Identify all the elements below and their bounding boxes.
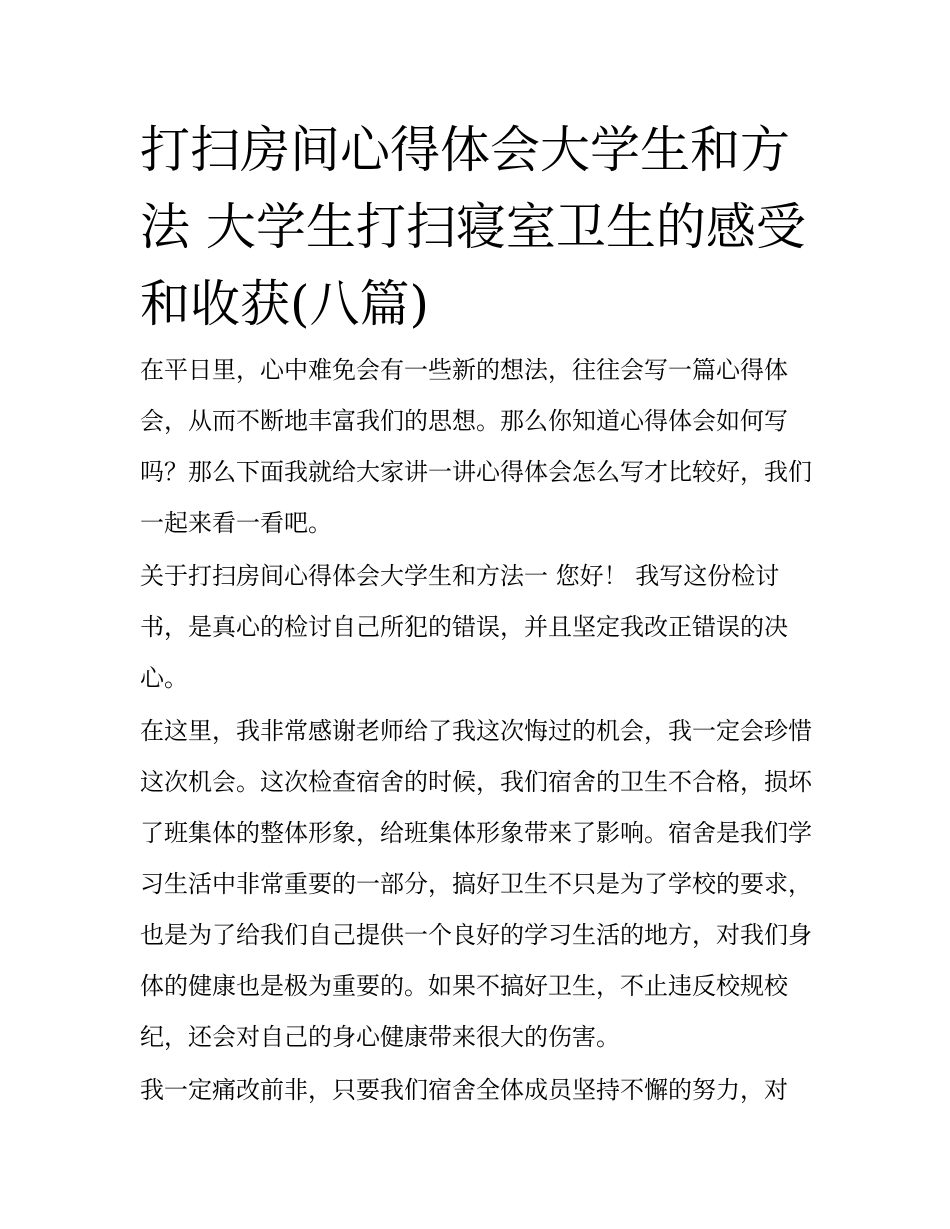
paragraph-promise: 我一定痛改前非，只要我们宿舍全体成员坚持不懈的努力，对 (140, 1076, 788, 1104)
document-page (140, 112, 812, 1116)
document-title: 打扫房间心得体会大学生和方法 大学生打扫寝室卫生的感受和收获(八篇) (140, 121, 806, 333)
paragraph-greeting: 关于打扫房间心得体会大学生和方法一 您好！ 我写这份检讨书，是真心的检讨自己所犯的错误，并且坚定我改正错误的决心。 (140, 562, 788, 692)
paragraph-apology: 在这里，我非常感谢老师给了我这次悔过的机会，我一定会珍惜这次机会。这次检查宿舍的时候，我们宿舍的卫生不合格，损坏了班集体的整体形象，给班集体形象带来了影响。宿舍是我们学习生活中非常重要的一部分，搞好卫生不只是为了学校的要求，也是为了给我们自己提供一个良好的学习生活的地方，对我们身体的健康也是极为重要的。如果不搞好卫生，不止违反校规校纪，还会对自己的身心健康带来很大的伤害。 (140, 717, 812, 1051)
paragraph-intro: 在平日里，心中难免会有一些新的想法，往往会写一篇心得体会，从而不断地丰富我们的思想。那么你知道心得体会如何写吗？那么下面我就给大家讲一讲心得体会怎么写才比较好，我们一起来看一看吧。 (140, 356, 812, 537)
